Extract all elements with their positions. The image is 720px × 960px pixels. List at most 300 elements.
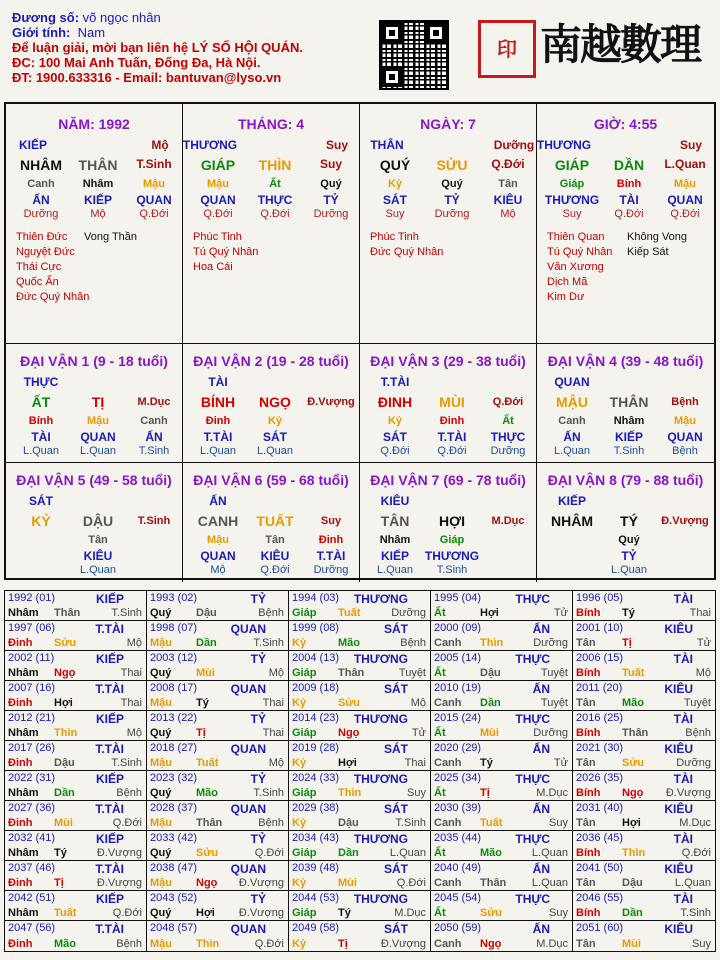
year-label: 2010 (19) xyxy=(434,682,482,694)
year-label: 2028 (37) xyxy=(150,802,198,814)
year-truongsinh: Đ.Vượng xyxy=(238,907,284,919)
year-can: Mậu xyxy=(150,877,172,889)
year-truongsinh: Dưỡng xyxy=(533,637,568,649)
hidden-star: QUAN xyxy=(136,193,172,207)
year-chi: Dần xyxy=(196,637,217,649)
year-chi: Thìn xyxy=(338,787,362,799)
year-cell xyxy=(147,771,289,801)
year-cell xyxy=(573,741,715,771)
year-chi: Mùi xyxy=(196,667,215,679)
hidden-state: T.Sinh xyxy=(613,445,645,457)
sao-item: Tú Quý Nhân xyxy=(547,246,613,258)
hidden-can: Mậu xyxy=(143,178,165,190)
year-label: 2015 (24) xyxy=(434,712,482,724)
year-star: SÁT xyxy=(384,862,408,876)
year-cell xyxy=(5,651,147,681)
year-cell xyxy=(431,741,573,771)
year-chi: Mùi xyxy=(338,877,357,889)
hidden-state: Bệnh xyxy=(672,445,698,457)
hidden-star: KIÊU xyxy=(83,549,113,563)
daivan-star: TÀI xyxy=(208,375,228,389)
hidden-star: ẤN xyxy=(145,430,163,444)
hidden-can: Canh xyxy=(558,415,586,427)
year-star: KIÊU xyxy=(664,742,693,756)
hidden-state: Dưỡng xyxy=(490,445,526,457)
pillar-can: GIÁP xyxy=(554,157,590,173)
hidden-state: L.Quan xyxy=(79,564,117,576)
year-cell xyxy=(5,801,147,831)
year-star: KIÊU xyxy=(664,682,693,696)
year-chi: Dậu xyxy=(338,817,359,829)
hidden-can: Canh xyxy=(140,415,168,427)
year-can: Quý xyxy=(150,607,172,619)
year-truongsinh: Q.Đới xyxy=(112,817,142,829)
year-can: Canh xyxy=(434,877,462,889)
pillar-state: Dưỡng xyxy=(493,138,535,152)
year-truongsinh: Mộ xyxy=(695,667,711,679)
pillar-1 xyxy=(6,104,183,344)
year-truongsinh: Đ.Vượng xyxy=(665,787,711,799)
pillar-truongsinh: T.Sinh xyxy=(136,157,172,171)
year-cell xyxy=(147,591,289,621)
year-chi: Mão xyxy=(480,847,502,859)
hidden-can: Giáp xyxy=(439,534,465,546)
year-can: Tân xyxy=(576,817,596,829)
year-cell xyxy=(147,651,289,681)
hidden-state: Suy xyxy=(562,208,582,220)
year-chi: Hợi xyxy=(54,697,73,709)
year-label: 2030 (39) xyxy=(434,802,482,814)
year-truongsinh: Tuyệt xyxy=(540,697,568,709)
year-truongsinh: Thai xyxy=(262,727,284,739)
daivan-can: ĐINH xyxy=(377,394,413,410)
year-chi: Tý xyxy=(622,607,635,619)
year-chi: Thìn xyxy=(54,727,78,739)
year-star: THƯƠNG xyxy=(353,772,408,786)
year-star: KIẾP xyxy=(95,892,124,906)
year-cell xyxy=(5,771,147,801)
daivan-chi: HỢI xyxy=(439,513,465,529)
year-truongsinh: T.Sinh xyxy=(111,757,142,769)
year-chi: Tuất xyxy=(196,757,219,769)
year-truongsinh: Mộ xyxy=(268,757,284,769)
annual-table xyxy=(4,590,716,952)
year-label: 2018 (27) xyxy=(150,742,198,754)
year-chi: Tị xyxy=(480,787,490,799)
sao-item: Vong Thần xyxy=(84,231,138,243)
chart-grid xyxy=(4,102,716,580)
year-cell xyxy=(573,801,715,831)
year-star: TÀI xyxy=(673,592,693,606)
daivan-star: KIẾP xyxy=(557,494,586,508)
hidden-can: Quý xyxy=(320,178,342,190)
red-seal-stamp: 印 xyxy=(478,20,536,78)
year-cell xyxy=(289,681,431,711)
daivan-title: ĐẠI VẬN 7 (69 - 78 tuổi) xyxy=(370,472,526,488)
pillar-chi: DẦN xyxy=(613,157,645,173)
year-label: 1999 (08) xyxy=(292,622,340,634)
pillar-3 xyxy=(360,104,537,344)
year-can: Ất xyxy=(434,907,446,919)
year-can: Đinh xyxy=(8,637,33,649)
year-cell xyxy=(573,591,715,621)
year-cell xyxy=(573,711,715,741)
daivan-title: ĐẠI VẬN 6 (59 - 68 tuổi) xyxy=(193,472,349,488)
year-cell xyxy=(5,681,147,711)
year-can: Nhâm xyxy=(8,607,39,619)
hidden-state: Q.Đới xyxy=(203,208,233,220)
logo-calligraphy: 南越數理 xyxy=(540,20,701,69)
year-truongsinh: Tuyệt xyxy=(683,697,711,709)
name-value: võ ngọc nhân xyxy=(82,10,161,25)
hidden-state: L.Quan xyxy=(79,445,117,457)
hidden-star: QUAN xyxy=(667,193,703,207)
year-star: KIÊU xyxy=(664,862,693,876)
year-label: 2001 (10) xyxy=(576,622,624,634)
year-can: Quý xyxy=(150,667,172,679)
sao-item: Thiên Đức xyxy=(16,231,68,243)
hidden-state: Mộ xyxy=(90,208,106,220)
year-cell xyxy=(431,681,573,711)
year-cell xyxy=(573,891,715,921)
sao-item: Văn Xương xyxy=(547,261,604,273)
pillar-can: GIÁP xyxy=(200,157,236,173)
year-chi: Hợi xyxy=(338,757,357,769)
sao-item: Phúc Tinh xyxy=(370,231,419,243)
daivan-title: ĐẠI VẬN 5 (49 - 58 tuổi) xyxy=(16,472,172,488)
year-label: 2042 (51) xyxy=(8,892,56,904)
year-label: 2013 (22) xyxy=(150,712,198,724)
year-can: Canh xyxy=(434,817,462,829)
year-label: 2040 (49) xyxy=(434,862,482,874)
year-label: 1996 (05) xyxy=(576,592,624,604)
hidden-star: ẤN xyxy=(32,193,50,207)
year-cell xyxy=(5,831,147,861)
hidden-star: QUAN xyxy=(80,430,116,444)
year-chi: Sửu xyxy=(338,697,361,709)
year-cell xyxy=(5,891,147,921)
pillar-chi: THÂN xyxy=(78,157,118,173)
year-chi: Tuất xyxy=(54,907,77,919)
year-chi: Tý xyxy=(196,697,209,709)
year-star: THƯƠNG xyxy=(353,652,408,666)
hidden-star: SÁT xyxy=(383,430,407,444)
year-can: Giáp xyxy=(292,607,317,619)
year-can: Canh xyxy=(434,697,462,709)
year-can: Canh xyxy=(434,938,462,950)
pillar-can: QUÝ xyxy=(379,157,411,173)
hidden-state: L.Quan xyxy=(553,445,591,457)
hidden-state: L.Quan xyxy=(610,564,648,576)
year-star: KIÊU xyxy=(664,802,693,816)
year-truongsinh: Tử xyxy=(553,607,568,619)
year-star: ẤN xyxy=(532,862,550,876)
year-star: TỶ xyxy=(250,772,266,786)
year-label: 2002 (11) xyxy=(8,652,55,664)
year-label: 2032 (41) xyxy=(8,832,56,844)
sao-item: Quốc Ấn xyxy=(16,276,59,288)
hidden-can: Đinh xyxy=(205,415,231,427)
year-cell xyxy=(289,891,431,921)
year-chi: Tuất xyxy=(622,667,645,679)
year-label: 2025 (34) xyxy=(434,772,482,784)
year-chi: Sửu xyxy=(622,757,645,769)
year-can: Đinh xyxy=(8,877,33,889)
hidden-star: KIÊU xyxy=(493,193,523,207)
year-cell xyxy=(573,771,715,801)
hidden-state: Q.Đới xyxy=(380,445,410,457)
year-chi: Thân xyxy=(622,727,649,739)
year-can: Kỷ xyxy=(292,877,307,889)
year-star: TÀI xyxy=(673,772,693,786)
daivan-title: ĐẠI VẬN 4 (39 - 48 tuổi) xyxy=(547,353,704,369)
year-label: 2024 (33) xyxy=(292,772,340,784)
year-cell xyxy=(573,651,715,681)
year-truongsinh: Thai xyxy=(262,697,284,709)
year-truongsinh: Thai xyxy=(404,757,426,769)
year-can: Tân xyxy=(576,757,596,769)
hidden-star: TỶ xyxy=(444,193,460,207)
year-cell xyxy=(431,591,573,621)
year-can: Bính xyxy=(576,727,601,739)
year-star: T.TÀI xyxy=(95,682,124,696)
year-cell xyxy=(147,681,289,711)
year-star: QUAN xyxy=(230,682,266,696)
year-truongsinh: Đ.Vượng xyxy=(96,877,142,889)
daivan-truongsinh: T.Sinh xyxy=(137,515,171,527)
year-truongsinh: Q.Đới xyxy=(681,847,711,859)
hidden-star: T.TÀI xyxy=(316,549,346,563)
pillar-star: THƯƠNG xyxy=(182,138,238,152)
hidden-star: KIẾP xyxy=(380,549,409,563)
hidden-star: THƯƠNG xyxy=(424,549,480,563)
year-truongsinh: Q.Đới xyxy=(254,938,284,950)
hidden-star: TÀI xyxy=(619,193,639,207)
year-can: Nhâm xyxy=(8,907,39,919)
year-can: Mậu xyxy=(150,757,172,769)
year-can: Ất xyxy=(434,787,446,799)
hidden-state: L.Quan xyxy=(22,445,60,457)
daivan-1 xyxy=(6,344,183,463)
year-can: Giáp xyxy=(292,727,317,739)
hidden-star: KIÊU xyxy=(260,549,290,563)
year-cell xyxy=(5,621,147,651)
daivan-3 xyxy=(360,344,537,463)
sao-item: Thái Cực xyxy=(16,261,62,273)
year-can: Mậu xyxy=(150,637,172,649)
year-label: 1993 (02) xyxy=(150,592,198,604)
year-label: 2048 (57) xyxy=(150,922,198,934)
year-label: 2037 (46) xyxy=(8,862,56,874)
year-label: 2021 (30) xyxy=(576,742,624,754)
year-truongsinh: Mộ xyxy=(410,697,426,709)
hidden-can: Tân xyxy=(88,534,108,546)
year-chi: Thân xyxy=(338,667,365,679)
hidden-star: KIẾP xyxy=(614,430,643,444)
sao-item: Tú Quý Nhân xyxy=(193,246,259,258)
year-star: ẤN xyxy=(532,622,550,636)
pillar-title: GIỜ: 4:55 xyxy=(593,116,658,132)
year-star: TỶ xyxy=(250,832,266,846)
year-can: Tân xyxy=(576,877,596,889)
daivan-truongsinh: M.Dục xyxy=(491,515,525,527)
year-cell xyxy=(431,771,573,801)
daivan-title: ĐẠI VẬN 8 (79 - 88 tuổi) xyxy=(547,472,704,488)
header-info xyxy=(12,10,303,85)
year-truongsinh: Bệnh xyxy=(116,938,142,950)
hidden-can: Kỷ xyxy=(387,178,403,190)
hidden-state: T.Sinh xyxy=(436,564,468,576)
year-can: Kỷ xyxy=(292,938,307,950)
year-can: Kỷ xyxy=(292,817,307,829)
year-star: SÁT xyxy=(384,742,408,756)
year-can: Tân xyxy=(576,938,596,950)
year-star: T.TÀI xyxy=(95,862,124,876)
year-truongsinh: Thai xyxy=(120,667,142,679)
year-label: 2038 (47) xyxy=(150,862,198,874)
hidden-state: Q.Đới xyxy=(260,208,290,220)
year-star: THỰC xyxy=(515,652,550,666)
year-can: Ất xyxy=(434,607,446,619)
pillar-truongsinh: L.Quan xyxy=(664,157,706,171)
hidden-can: Mậu xyxy=(674,415,696,427)
year-star: THỰC xyxy=(515,712,550,726)
hidden-can: Kỷ xyxy=(267,415,283,427)
hidden-state: Q.Đới xyxy=(437,445,467,457)
name-label: Đương số: xyxy=(12,10,80,25)
year-cell xyxy=(5,861,147,891)
year-label: 2050 (59) xyxy=(434,922,482,934)
daivan-star: SÁT xyxy=(29,494,53,508)
sao-item: Kiếp Sát xyxy=(627,246,669,258)
daivan-can: CANH xyxy=(197,513,239,529)
year-star: T.TÀI xyxy=(95,802,124,816)
year-cell xyxy=(573,831,715,861)
year-cell xyxy=(289,861,431,891)
year-chi: Mùi xyxy=(54,817,73,829)
year-star: T.TÀI xyxy=(95,622,124,636)
year-star: SÁT xyxy=(384,682,408,696)
address-line: ĐC: 100 Mai Anh Tuấn, Đống Đa, Hà Nội. xyxy=(12,55,261,70)
year-cell xyxy=(147,831,289,861)
year-star: TÀI xyxy=(673,892,693,906)
hidden-can: Đinh xyxy=(318,534,344,546)
year-chi: Tuất xyxy=(338,607,361,619)
year-can: Nhâm xyxy=(8,847,39,859)
daivan-6 xyxy=(183,463,360,582)
hidden-state: Suy xyxy=(385,208,405,220)
year-can: Kỷ xyxy=(292,697,307,709)
year-truongsinh: L.Quan xyxy=(531,877,568,889)
sao-item: Nguyệt Đức xyxy=(16,246,75,258)
year-can: Bính xyxy=(576,787,601,799)
sao-item: Đức Quý Nhân xyxy=(370,246,444,258)
daivan-truongsinh: Suy xyxy=(320,515,342,527)
year-label: 1995 (04) xyxy=(434,592,482,604)
year-label: 2000 (09) xyxy=(434,622,482,634)
year-can: Giáp xyxy=(292,787,317,799)
daivan-title: ĐẠI VẬN 2 (19 - 28 tuổi) xyxy=(193,353,349,369)
daivan-truongsinh: Bệnh xyxy=(671,396,699,408)
pillar-star: THƯƠNG xyxy=(536,138,592,152)
year-cell xyxy=(147,861,289,891)
year-star: KIÊU xyxy=(664,622,693,636)
year-label: 2043 (52) xyxy=(150,892,198,904)
year-chi: Hợi xyxy=(196,907,215,919)
year-truongsinh: Q.Đới xyxy=(112,907,142,919)
year-truongsinh: L.Quan xyxy=(389,847,426,859)
year-truongsinh: Dưỡng xyxy=(533,727,568,739)
daivan-truongsinh: Q.Đới xyxy=(492,396,524,408)
hidden-state: Mộ xyxy=(500,208,516,220)
year-truongsinh: T.Sinh xyxy=(253,637,284,649)
year-label: 2017 (26) xyxy=(8,742,56,754)
hidden-star: QUAN xyxy=(200,549,236,563)
year-star: TỶ xyxy=(250,592,266,606)
hidden-star: SÁT xyxy=(263,430,287,444)
year-truongsinh: T.Sinh xyxy=(111,607,142,619)
qr-code-icon xyxy=(379,20,449,90)
year-truongsinh: Dưỡng xyxy=(391,607,426,619)
hidden-can: Nhâm xyxy=(82,178,114,190)
hidden-can: Mậu xyxy=(207,178,229,190)
hidden-state: Q.Đới xyxy=(260,564,290,576)
year-cell xyxy=(431,921,573,951)
year-star: ẤN xyxy=(532,802,550,816)
year-star: SÁT xyxy=(384,922,408,936)
year-star: KIẾP xyxy=(95,832,124,846)
year-star: QUAN xyxy=(230,802,266,816)
year-truongsinh: Bệnh xyxy=(258,817,284,829)
daivan-can: NHÂM xyxy=(551,513,593,529)
year-chi: Tị xyxy=(54,877,64,889)
year-chi: Tị xyxy=(196,727,206,739)
year-can: Bính xyxy=(576,607,601,619)
daivan-chi: TUẤT xyxy=(256,513,294,529)
year-label: 2023 (32) xyxy=(150,772,198,784)
year-chi: Sửu xyxy=(196,847,219,859)
year-can: Bính xyxy=(576,667,601,679)
year-truongsinh: Bệnh xyxy=(400,637,426,649)
year-cell xyxy=(147,801,289,831)
year-cell xyxy=(431,831,573,861)
year-can: Ất xyxy=(434,727,446,739)
year-can: Canh xyxy=(434,757,462,769)
hidden-can: Mậu xyxy=(87,415,109,427)
year-truongsinh: Suy xyxy=(692,938,711,950)
sao-item: Không Vong xyxy=(627,231,687,243)
daivan-chi: TÝ xyxy=(620,513,638,529)
year-cell xyxy=(289,591,431,621)
hidden-star: QUAN xyxy=(200,193,236,207)
pillar-2 xyxy=(183,104,360,344)
year-cell xyxy=(5,741,147,771)
hidden-can: Quý xyxy=(618,534,640,546)
hidden-state: L.Quan xyxy=(199,445,237,457)
hidden-can: Bính xyxy=(28,415,54,427)
year-chi: Thân xyxy=(196,817,223,829)
year-cell xyxy=(573,921,715,951)
year-cell xyxy=(5,591,147,621)
year-cell xyxy=(147,921,289,951)
year-star: SÁT xyxy=(384,622,408,636)
year-chi: Tý xyxy=(54,847,67,859)
daivan-can: TÂN xyxy=(380,513,410,529)
year-can: Kỷ xyxy=(292,637,307,649)
year-chi: Tý xyxy=(480,757,493,769)
hidden-star: KIẾP xyxy=(83,193,112,207)
year-chi: Dậu xyxy=(196,607,217,619)
